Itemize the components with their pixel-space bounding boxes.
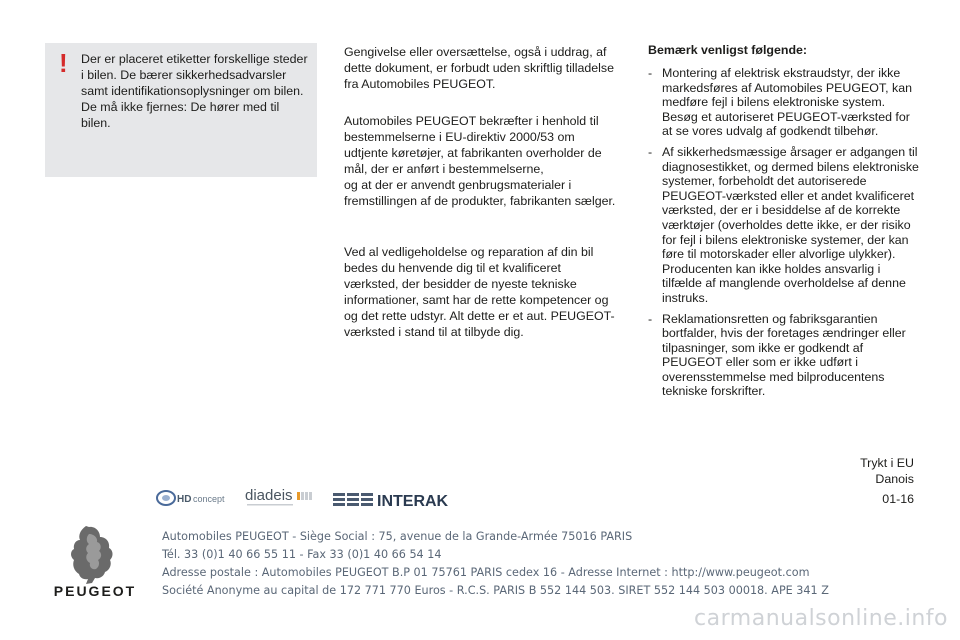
print-language: Danois — [875, 472, 914, 486]
partner-logos — [155, 482, 485, 514]
interak-logo — [333, 490, 475, 508]
recycling-line-1: Automobiles PEUGEOT bekræfter i henhold til bestemmelserne i EU-direktiv 2000/53 om udtjente køretøjer, at fabrikanten overholder de mål, der er anført i bestemmelserne, — [344, 114, 602, 176]
dash-bullet: - — [648, 66, 653, 80]
notice-heading: Bemærk venligst følgende: — [648, 43, 808, 57]
diadeis-logo — [245, 484, 317, 510]
svg-text:concept: concept — [193, 494, 225, 504]
recycling-paragraph — [344, 113, 616, 209]
svg-text:INTERAK: INTERAK — [377, 493, 449, 508]
notice-item — [648, 312, 920, 400]
legal-column — [344, 44, 616, 340]
hd-concept-logo — [155, 488, 227, 508]
address-line: Adresse postale : Automobiles PEUGEOT B.P 01 75761 PARIS cedex 16 - Adresse Internet : http://www.peugeot.com — [162, 566, 810, 579]
maintenance-paragraph: Ved al vedligeholdelse og reparation af din bil bedes du henvende dig til et kvalificeret værksted, der besidder de nyeste tekniske informationer, samt har de rette kompetencer og og det rette udstyr. Alt dette er et aut. PEUGEOT-værksted i stand til at tilbyde dig. — [344, 245, 615, 339]
exclamation-icon: ! — [59, 48, 68, 78]
notice-item — [648, 66, 920, 139]
print-location: Trykt i EU — [860, 456, 914, 470]
watermark: carmanualsonline.info — [694, 606, 948, 631]
notice-item — [648, 145, 920, 306]
warning-text: Der er placeret etiketter forskellige steder i bilen. De bærer sikkerhedsadvarsler samt identifikationsoplysninger om bilen. De må ikke fjernes: De hører med til bilen. — [81, 52, 308, 130]
dash-bullet: - — [648, 144, 653, 159]
warning-box — [45, 43, 317, 177]
notice-item-text: Af sikkerhedsmæssige årsager er adgangen til diagnosestikket, og dermed bilens elektroniske systemer, forbeholdt det autoriserede PEUGEOT-værksted eller et andet kvalificeret værksted, der er i besiddelse af de korrekte værktøjer (overholdes dette ikke, er der risiko for fejl i bilens elektroniske systemer, der kan føre til motorskader eller alvorlige ulykker). Producenten kan ikke holdes ansvarlig i tilfælde af manglende overholdelse af denne instruks. — [662, 144, 919, 305]
peugeot-lion-logo — [40, 522, 150, 600]
recycling-line-2: og at der er anvendt genbrugsmaterialer i fremstillingen af de produkter, fabrikanten sælger. — [344, 178, 616, 208]
copyright-paragraph: Gengivelse eller oversættelse, også i uddrag, af dette dokument, er forbudt uden skriftlig tilladelse fra Automobiles PEUGEOT. — [344, 45, 614, 91]
address-line: Tél. 33 (0)1 40 66 55 11 - Fax 33 (0)1 40 66 54 14 — [162, 548, 442, 561]
svg-text:diadeis: diadeis — [245, 487, 293, 504]
brand-wordmark: PEUGEOT — [53, 583, 137, 599]
notice-item-text: Reklamationsretten og fabriksgarantien bortfalder, hvis der foretages ændringer eller tilpasninger, som ikke er godkendt af PEUGEOT eller som er ikke udført i overensstemmelse med bilproducentens tekniske forskrifter. — [662, 311, 906, 399]
edition-code: 01-16 — [882, 492, 914, 506]
company-address — [162, 528, 922, 600]
dash-bullet: - — [648, 311, 653, 326]
print-info — [860, 455, 914, 507]
notice-column — [648, 42, 920, 405]
notice-item-text: Montering af elektrisk ekstraudstyr, der ikke markedsføres af Automobiles PEUGEOT, kan medføre fejl i bilens elektroniske system. Besøg et autoriseret PEUGEOT-værksted for at se vores udvalg af godkendt tilbehør. — [662, 66, 912, 139]
address-line: Société Anonyme au capital de 172 771 770 Euros - R.C.S. PARIS B 552 144 503. SIRET 552 144 503 00018. APE 341 Z — [162, 584, 829, 597]
address-line: Automobiles PEUGEOT - Siège Social : 75, avenue de la Grande-Armée 75016 PARIS — [162, 530, 633, 543]
svg-text:HD: HD — [177, 494, 192, 505]
